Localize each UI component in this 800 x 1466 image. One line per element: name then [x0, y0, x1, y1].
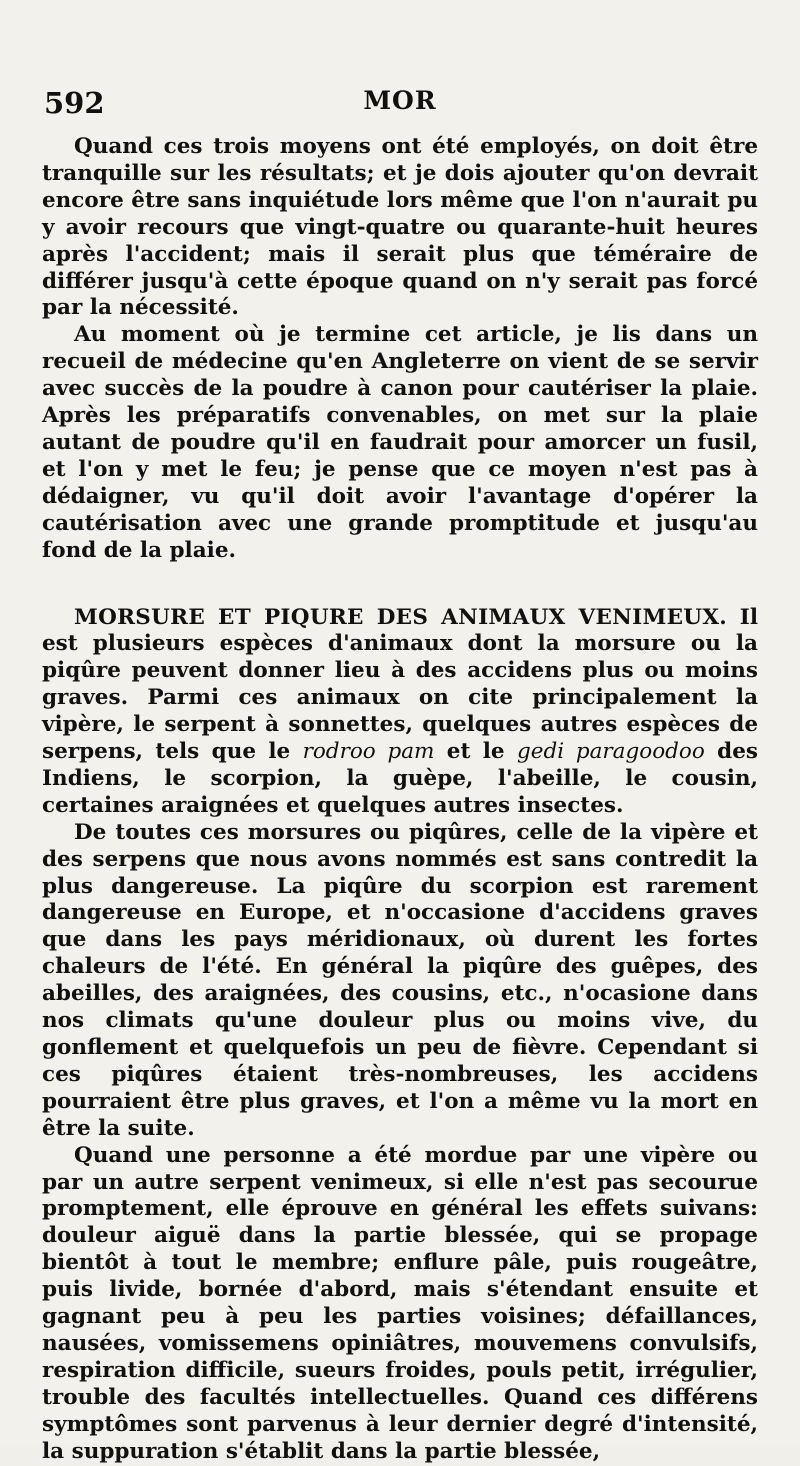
paragraph-3 [42, 605, 758, 820]
paragraph-3-text-c: des Indiens, le scorpion, la guèpe, l'abeille, le cousin, certaines araignées et quelques autres insectes. [42, 739, 758, 818]
paragraph-5: Quand une personne a été mordue par une vipère ou par un autre serpent venimeux, si elle n'est pas secourue promptement, elle éprouve en général les effets suivans: douleur aiguë dans la partie blessée, qui se propage bientôt à tout le membre; enflure pâle, puis rougeâtre, puis livide, bornée d'abord, mais s'étendant ensuite et gagnant peu à peu les parties voisines; défaillances, nausées, vomissemens opiniâtres, mouvemens convulsifs, respiration difficile, sueurs froides, pouls petit, irrégulier, trouble des facultés intellectuelles. Quand ces différens symptômes sont parvenus à leur dernier degré d'intensité, la suppuration s'établit dans la partie blessée, [42, 1142, 758, 1464]
page-number: 592 [44, 86, 105, 120]
italic-term-2: gedi paragoodoo [516, 739, 705, 765]
paragraph-3-text-a: Il est plusieurs espèces d'animaux dont la morsure ou la piqûre peuvent donner lieu à des accidens plus ou moins graves. Parmi ces animaux on cite principalement la vipère, le serpent à sonnettes, quelques autres espèces de serpens, tels que le [42, 604, 758, 765]
page-header [40, 86, 760, 126]
paragraph-1: Quand ces trois moyens ont été employés, on doit être tranquille sur les résultats; et je dois ajouter qu'on devrait encore être sans inquiétude lors même que l'on n'aurait pu y avoir recours que vingt-quatre ou quarante-huit heures après l'accident; mais il serait plus que téméraire de différer jusqu'à cette époque quand on n'y serait pas forcé par la nécessité. [42, 134, 758, 321]
running-head: MOR [363, 86, 437, 115]
paragraph-3-text-b: et le [434, 739, 517, 765]
paragraph-2: Au moment où je termine cet article, je lis dans un recueil de médecine qu'en Angleterre on vient de se servir avec succès de la poudre à canon pour cautériser la plaie. Après les préparatifs convenables, on met sur la plaie autant de poudre qu'il en faudrait pour amorcer un fusil, et l'on y met le feu; je pense que ce moyen n'est pas à dédaigner, vu qu'il doit avoir l'avantage d'opérer la cautérisation avec une grande promptitude et jusqu'au fond de la plaie. [42, 322, 758, 563]
paragraph-4: De toutes ces morsures ou piqûres, celle de la vipère et des serpens que nous avons nommés est sans contredit la plus dangereuse. La piqûre du scorpion est rarement dangereuse en Europe, et n'occasione d'accidens graves que dans les pays méridionaux, où durent les fortes chaleurs de l'été. En général la piqûre des guêpes, des abeilles, des araignées, des cousins, etc., n'ocasione dans nos climats qu'une douleur plus ou moins vive, du gonflement et quelquefois un peu de fièvre. Cependant si ces piqûres étaient très-nombreuses, les accidens pourraient être plus graves, et l'on a même vu la mort en être la suite. [42, 819, 758, 1141]
italic-term-1: rodroo pam [302, 739, 435, 765]
section-gap [42, 565, 758, 605]
article-title: MORSURE ET PIQURE DES ANIMAUX VENIMEUX. [74, 604, 728, 630]
body-text [42, 134, 758, 1466]
